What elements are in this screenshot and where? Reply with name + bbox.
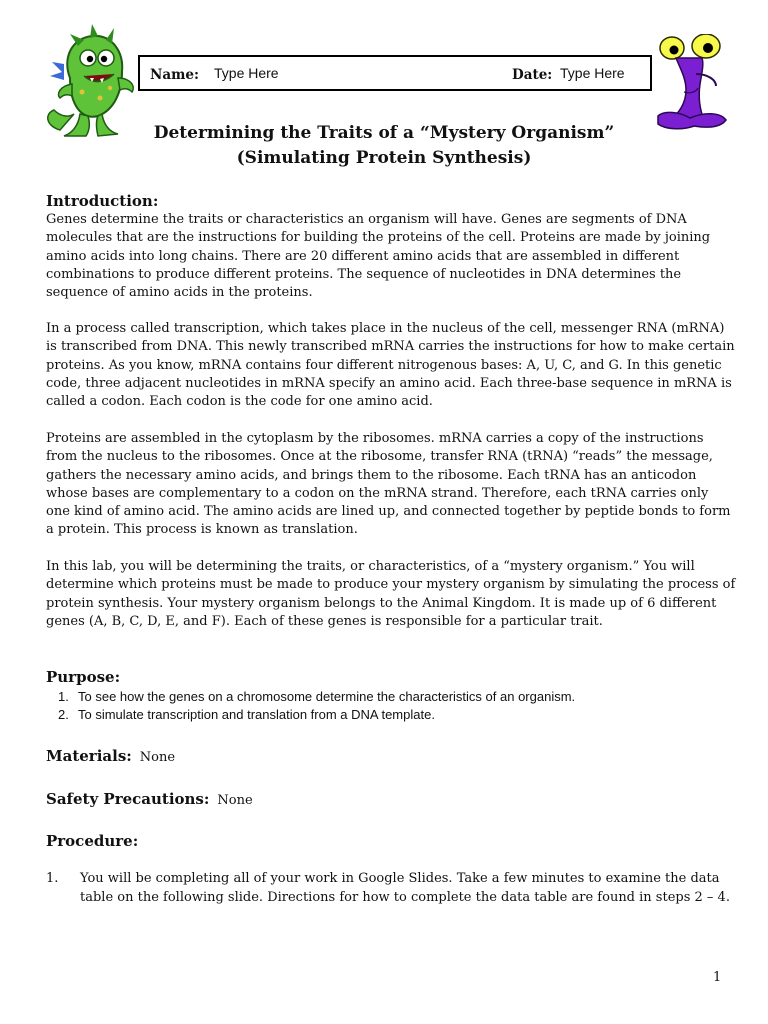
list-item [46, 706, 736, 724]
materials-value: None [139, 750, 176, 765]
list-text: To simulate transcription and translation from a DNA template. [78, 707, 435, 722]
intro-paragraph-4: In this lab, you will be determining the traits, or characteristics, of a “mystery organism.” You will determine which proteins must be made to produce your mystery organism by simulating the process of protein synthesis. Your mystery organism belongs to the Animal Kingdom. It is made up of 6 different genes (A, B, C, D, E, and F). Each of these genes is responsible for a particular trait. [46, 559, 736, 629]
name-date-box [138, 55, 652, 91]
intro-paragraph-2: In a process called transcription, which takes place in the nucleus of the cell, messenger RNA (mRNA) is transcribed from DNA. This newly transcribed mRNA carries the instructions for how to make certain proteins. As you know, mRNA contains four different nitrogenous bases: A, U, C, and G. In this genetic code, three adjacent nucleotides in mRNA specify an amino acid. Each three-base sequence in mRNA is called a codon. Each codon is the code for one amino acid. [46, 321, 735, 410]
page-number: 1 [713, 970, 722, 985]
name-label: Name: [150, 67, 199, 83]
intro-paragraph-3: Proteins are assembled in the cytoplasm by the ribosomes. mRNA carries a copy of the instructions from the nucleus to the ribosomes. Once at the ribosome, transfer RNA (tRNA) “reads” the message, gathers the necessary amino acids, and brings them to the ribosome. Each tRNA has an anticodon whose bases are complementary to a codon on the mRNA strand. Therefore, each tRNA carries only one kind of amino acid. The amino acids are lined up, and connected together by peptide bonds to form a protein. This process is known as translation. [46, 431, 731, 538]
date-field[interactable]: Type Here [560, 65, 625, 81]
page-title: Determining the Traits of a “Mystery Organism” [153, 123, 615, 143]
purple-alien-icon [650, 34, 732, 134]
list-number: 2. [58, 707, 69, 722]
purpose-heading: Purpose: [46, 668, 121, 686]
purpose-list [46, 688, 736, 724]
page-subtitle: (Simulating Protein Synthesis) [236, 148, 532, 168]
step-text: You will be completing all of your work in Google Slides. Take a few minutes to examine the data table on the following slide. Directions for how to complete the data table are found in steps 2 – 4. [80, 871, 730, 905]
intro-paragraph-1: Genes determine the traits or characteristics an organism will have. Genes are segments of DNA molecules that are the instructions for building the proteins of the cell. Proteins are made by joining amino acids into long chains. There are 20 different amino acids that are assembled in different combinations to produce different proteins. The sequence of nucleotides in DNA determines the sequence of amino acids in the proteins. [46, 212, 711, 301]
name-field[interactable]: Type Here [214, 65, 279, 81]
safety-label: Safety Precautions: [46, 790, 210, 808]
step-number: 1. [46, 871, 59, 886]
materials-heading [46, 747, 175, 765]
safety-value: None [217, 793, 253, 808]
safety-heading [46, 790, 253, 808]
list-text: To see how the genes on a chromosome determine the characteristics of an organism. [78, 689, 576, 704]
list-number: 1. [58, 689, 69, 704]
procedure-heading: Procedure: [46, 832, 139, 850]
introduction-heading: Introduction: [46, 192, 159, 210]
list-item [46, 688, 736, 706]
date-label: Date: [512, 67, 553, 83]
materials-label: Materials: [46, 747, 132, 765]
